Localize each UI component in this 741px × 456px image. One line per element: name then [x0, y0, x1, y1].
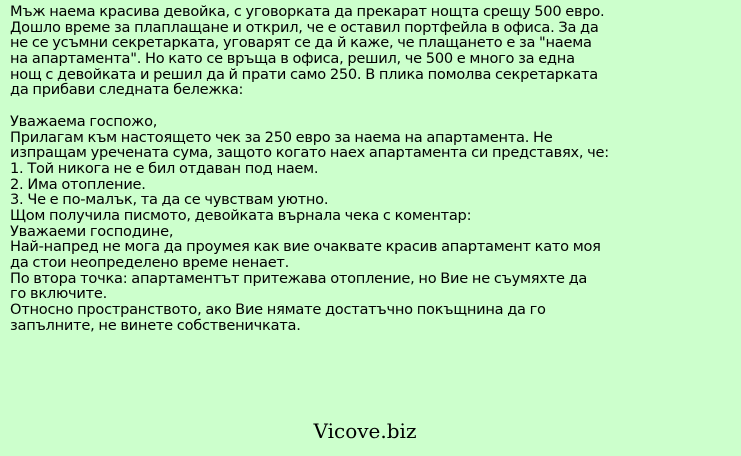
letter-greeting: Уважаема госпожо, — [10, 112, 158, 130]
intro-line: Мъж наема красива девойка, с уговорката да прекарат нощта срещу 500 евро. — [10, 3, 605, 20]
narration-line: Щом получила писмото, девойката върнала чека с коментар: — [10, 206, 472, 224]
letter-line: изпращам уречената сума, защото когато наех апартамента си представях, че: — [10, 144, 609, 162]
reply-line: запълните, не винете собственичката. — [10, 316, 301, 334]
reply-line: Относно пространството, ако Вие нямате достатъчно покъщнина да го — [10, 301, 546, 319]
reply-greeting: Уважаеми господине, — [10, 222, 174, 240]
reply-line: го включите. — [10, 285, 107, 303]
intro-line: на апартамента". Но като се връща в офиса, решил, че 500 е много за една — [10, 50, 575, 68]
letter-list-item: 2. Има отопление. — [10, 175, 146, 193]
letter-list-item: 3. Че е по-малък, та да се чувствам уютно. — [10, 191, 329, 209]
letter-list-item: 1. Той никога не е бил отдаван под наем. — [10, 159, 319, 177]
site-name-footer: Vicove.biz — [313, 419, 417, 443]
reply-line: да стои неопределено време ненает. — [10, 254, 290, 271]
joke-text-block — [10, 4, 736, 333]
intro-line: да прибави следната бележка: — [10, 81, 244, 99]
reply-line: Най-напред не мога да проумея как вие очаквате красив апартамент като моя — [10, 238, 601, 256]
paragraph-gap — [10, 98, 736, 114]
letter-line: Прилагам към настоящето чек за 250 евро за наема на апартамента. Не — [10, 128, 553, 146]
intro-line: не се усъмни секретарката, уговарят се да й каже, че плащането е за "наема — [10, 34, 592, 52]
reply-line: По втора точка: апартаментът притежава отопление, но Вие не съумяхте да — [10, 269, 588, 287]
intro-line: нощ с девойката и решил да й прати само 250. В плика помолва секретарката — [10, 65, 598, 83]
intro-line: Дошло време за плаплащане и открил, че е оставил портфейла в офиса. За да — [10, 18, 599, 36]
